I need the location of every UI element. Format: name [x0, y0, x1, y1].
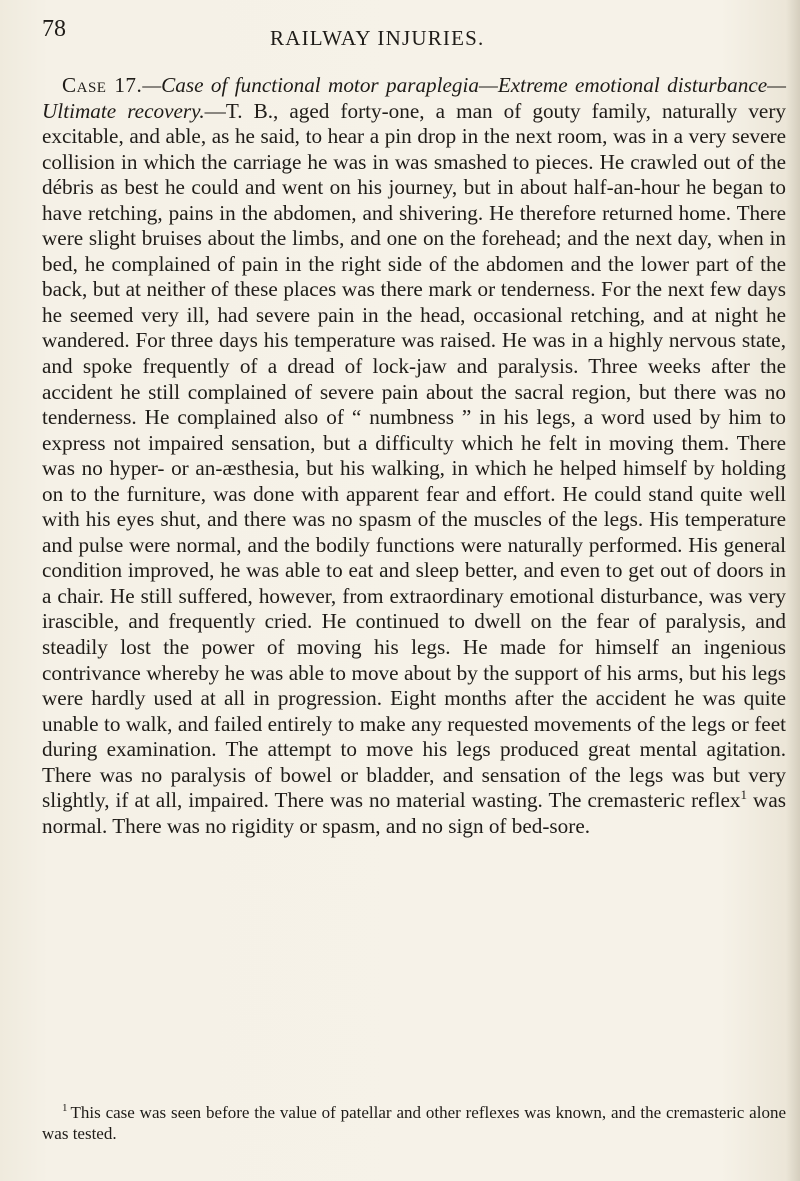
case-title: —Case of functional motor paraplegia—Extreme emotional disturbance—Ultimate recovery.: [42, 73, 786, 123]
page-edge-shadow: [786, 0, 800, 1181]
case-paragraph: [42, 73, 786, 839]
case-text-end: was normal. There was no rigidity or spasm, and no sign of bed-sore.: [42, 788, 786, 838]
case-text: —T. B., aged forty-one, a man of gouty family, naturally very excitable, and able, as he said, to hear a pin drop in the next room, was in a very severe collision in which the carriage he was in was smashed to pieces. He crawled out of the débris as best he could and went on his journey, but in about half-an-hour he began to have retching, pains in the abdomen, and shivering. He therefore returned home. There were slight bruises about the limbs, and one on the forehead; and the next day, when in bed, he complained of pain in the right side of the abdomen and the lower part of the back, but at neither of these places was there mark or tenderness. For the next few days he seemed very ill, had severe pain in the head, occasional retching, and at night he wandered. For three days his temperature was raised. He was in a highly nervous state, and spoke frequently of a dread of lock-jaw and paralysis. Three weeks after the accident he still complained of severe pain about the sacral region, but there was no tenderness. He complained also of “ numbness ” in his legs, a word used by him to express not impaired sensation, but a difficulty which he felt in moving them. There was no hyper- or an-æsthesia, but his walking, in which he helped himself by holding on to the furniture, was done with apparent fear and effort. He could stand quite well with his eyes shut, and there was no spasm of the muscles of the legs. His temperature and pulse were normal, and the bodily functions were naturally performed. His general condition improved, he was able to eat and sleep better, and even to get out of doors in a chair. He still suffered, however, from extraordinary emotional disturbance, was very irascible, and frequently cried. He continued to dwell on the fear of paralysis, and steadily lost the power of moving his legs. He made for himself an ingenious contrivance whereby he was able to move about by the support of his arms, but his legs were hardly used at all in progression. Eight months after the accident he was quite unable to walk, and failed entirely to make any requested movements of the legs or feet during examination. The attempt to move his legs produced great mental agitation. There was no paralysis of bowel or bladder, and sensation of the legs was but very slightly, if at all, impaired. There was no material wasting. The cremasteric reflex: [42, 98, 786, 813]
footnote-paragraph: [42, 1102, 786, 1144]
footnote-reference: 1: [740, 787, 748, 803]
page-number: 78: [42, 16, 66, 42]
footnote: [42, 1102, 786, 1144]
running-title: RAILWAY INJURIES.: [270, 26, 485, 50]
case-label: Case 17.: [62, 73, 143, 97]
footnote-number: 1: [62, 1102, 68, 1115]
footnote-text: This case was seen before the value of patellar and other reflexes was known, and the cremasteric alone was tested.: [42, 1103, 786, 1143]
case-body: [42, 73, 786, 839]
